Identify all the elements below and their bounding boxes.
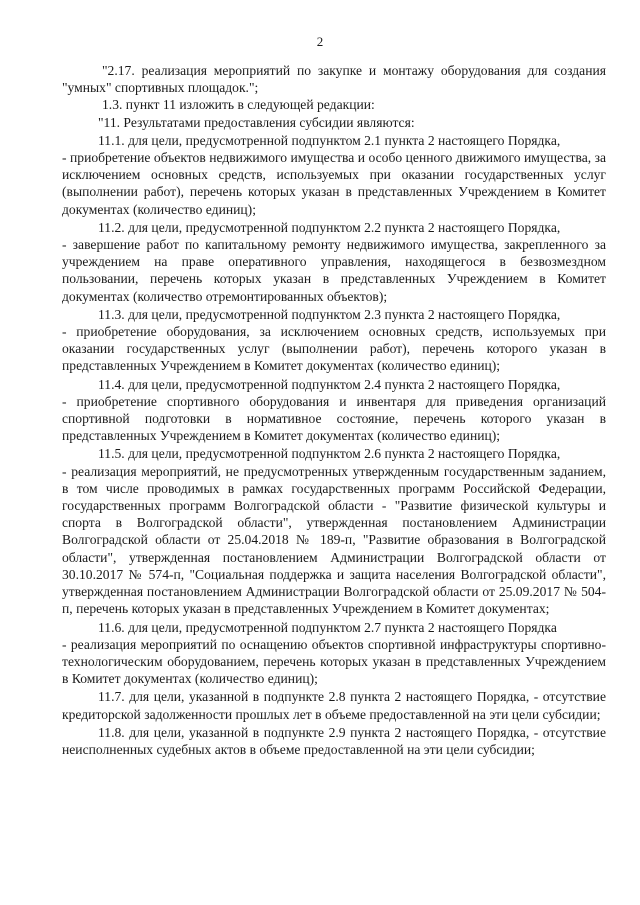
clause-11-6: 11.6. для цели, предусмотренной подпунктом 2.7 пункта 2 настоящего Порядка [98,619,557,635]
clause-1-3: 1.3. пункт 11 изложить в следующей редакции: [102,97,375,113]
clause-11-3: 11.3. для цели, предусмотренной подпунктом 2.3 пункта 2 настоящего Порядка, [98,306,561,322]
page-number: 2 [316,34,324,49]
document-body [62,62,606,758]
clause-11-1-result: - приобретение объектов недвижимого имущества и особо ценного движимого имущества, за исключением основных средств, используемых при оказании государственных услуг (выполнении работ), перечень которых указан в представленных Учреждением в Комитет документах (количество единиц); [62,150,606,217]
clause-11-5: 11.5. для цели, предусмотренной подпунктом 2.6 пункта 2 настоящего Порядка, [98,446,561,462]
clause-11-5-result: - реализация мероприятий, не предусмотренных утвержденным государственным заданием, в том числе проводимых в рамках государственных программ Российской Федерации, государственных программ Волгоградской области - "Развитие физической культуры и спорта в Волгоградской области", утвержденная постановлением Администрации Волгоградской области от 25.04.2018 № 189-п, "Развитие образования в Волгоградской области", утвержденная постановлением Администрации Волгоградской области от 30.10.2017 № 574-п, "Социальная поддержка и защита населения Волгоградской области", утвержденная постановлением Администрации Волгоградской области от 25.09.2017 № 504-п, перечень которых указан в представленных Учреждением в Комитет документах; [62,463,606,617]
clause-11-2-result: - завершение работ по капитальному ремонту недвижимого имущества, закрепленного за учреждением на праве оперативного управления, находящегося в безвозмездном пользовании, перечень которых указан в представленных Учреждением в Комитет документах (количество отремонтированных объектов); [62,237,606,304]
clause-11-1: 11.1. для цели, предусмотренной подпунктом 2.1 пункта 2 настоящего Порядка, [98,132,561,148]
clause-11-2: 11.2. для цели, предусмотренной подпунктом 2.2 пункта 2 настоящего Порядка, [98,219,561,235]
clause-11-8: 11.8. для цели, указанной в подпункте 2.9 пункта 2 настоящего Порядка, - отсутствие неисполненных судебных актов в объеме предоставленной на эти цели субсидии; [62,724,606,757]
clause-11-3-result: - приобретение оборудования, за исключением основных средств, используемых при оказании государственных услуг (выполнении работ), перечень которого указан в представленных Учреждением в Комитет документах (количество единиц); [62,324,606,374]
clause-11-6-result: - реализация мероприятий по оснащению объектов спортивной инфраструктуры спортивно-технологическим оборудованием, перечень которых указан в представленных Учреждением в Комитет документах (количество единиц); [62,636,606,687]
clause-11-4-result: - приобретение спортивного оборудования и инвентаря для приведения организаций спортивной подготовки в нормативное состояние, перечень которого указан в представленных Учреждением в Комитет документах (количество единиц); [62,393,606,444]
clause-11-7: 11.7. для цели, указанной в подпункте 2.8 пункта 2 настоящего Порядка, - отсутствие кредиторской задолженности прошлых лет в объеме предоставленной на эти цели субсидии; [62,689,606,722]
clause-11-4: 11.4. для цели, предусмотренной подпунктом 2.4 пункта 2 настоящего Порядка, [98,376,561,392]
amendment-2-17: "2.17. реализация мероприятий по закупке и монтажу оборудования для создания "умных" спортивных площадок."; [62,63,606,96]
clause-11-heading: "11. Результатами предоставления субсидии являются: [98,114,415,130]
